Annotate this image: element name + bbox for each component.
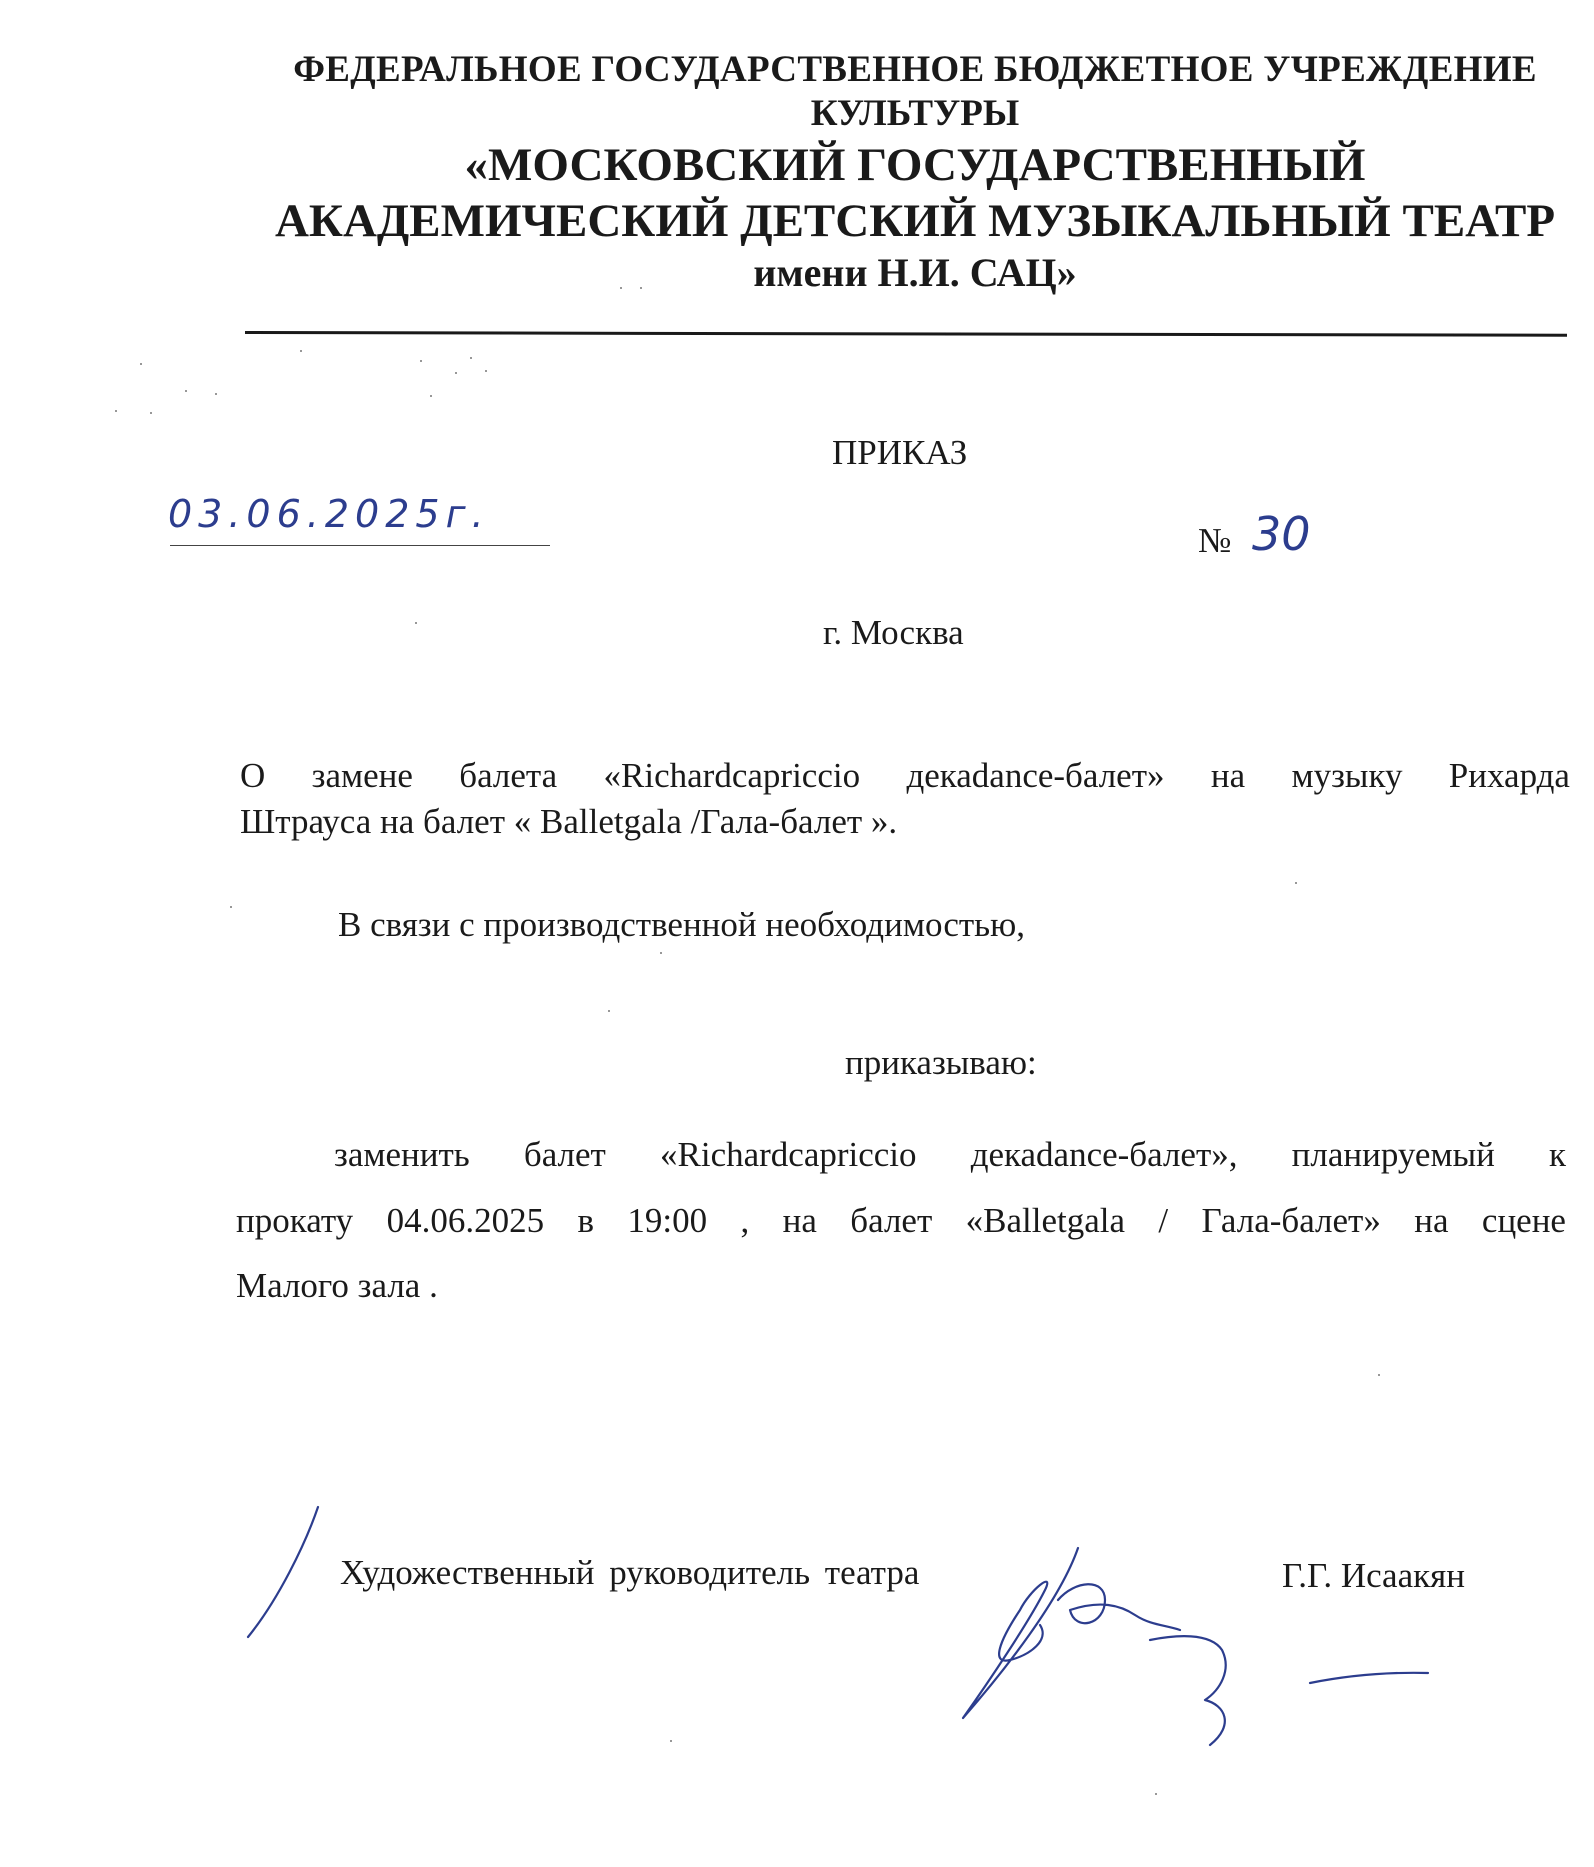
theatre-name-line3: имени Н.И. САЦ»: [753, 250, 1077, 295]
scan-speck: [670, 1740, 672, 1742]
scan-speck: [1295, 882, 1297, 884]
scan-speck: [1155, 1793, 1157, 1795]
scan-speck: [620, 287, 622, 289]
body-word: заменить: [334, 1135, 470, 1174]
scan-speck: [660, 952, 662, 954]
order-word: приказываю:: [845, 1043, 1037, 1082]
margin-tick-stroke: [248, 1507, 318, 1637]
body-word: 04.06.2025: [386, 1201, 545, 1240]
document-title: ПРИКАЗ: [832, 433, 968, 472]
scan-speck: [640, 287, 642, 289]
signature-stroke: [1058, 1584, 1180, 1630]
scan-speck: [1378, 1374, 1380, 1376]
body-word: декаdance-балет»,: [970, 1135, 1238, 1174]
handwritten-date: 03.06.2025г.: [168, 492, 490, 536]
body-word: «Richardcapriccio: [660, 1135, 917, 1174]
order-body-line2: [236, 1203, 1566, 1238]
body-word: планируемый: [1291, 1135, 1495, 1174]
body-word: на: [782, 1201, 817, 1240]
header-divider: [245, 331, 1567, 337]
city: г. Москва: [823, 613, 964, 652]
org-name-line2: КУЛЬТУРЫ: [810, 93, 1020, 134]
subject-word: декаdance-балет»: [906, 756, 1165, 795]
scan-speck: [430, 395, 432, 397]
signature-stroke: [963, 1548, 1078, 1718]
scan-speck: [115, 410, 117, 412]
subject-word: балета: [459, 756, 558, 795]
body-word: на: [1414, 1201, 1449, 1240]
body-word: «Balletgala: [965, 1201, 1126, 1240]
body-word: 19:00: [627, 1201, 708, 1240]
theatre-name-line2: АКАДЕМИЧЕСКИЙ ДЕТСКИЙ МУЗЫКАЛЬНЫЙ ТЕАТР: [274, 195, 1556, 247]
scan-speck: [215, 393, 217, 395]
body-word: балет: [850, 1201, 933, 1240]
body-word: /: [1158, 1201, 1169, 1240]
scan-speck: [300, 350, 302, 352]
scan-speck: [140, 363, 142, 365]
subject-line2: Штрауса на балет « Balletgala /Гала-балет ».: [240, 802, 898, 841]
subject-word: на: [1210, 756, 1246, 795]
subject-word: музыку: [1291, 756, 1403, 795]
scan-speck: [150, 412, 152, 414]
scan-speck: [455, 372, 457, 374]
order-body-line3: Малого зала .: [236, 1266, 438, 1305]
handwritten-number: 30: [1252, 507, 1311, 561]
scan-speck: [230, 906, 232, 908]
signature-stroke: [1150, 1636, 1226, 1745]
subject-paragraph: [240, 756, 1570, 841]
scan-speck: [420, 360, 422, 362]
subject-word: О: [240, 756, 266, 795]
subject-word: Рихарда: [1448, 756, 1570, 795]
scan-speck: [608, 1010, 610, 1012]
subject-word: замене: [311, 756, 413, 795]
subject-word: «Richardcapriccio: [603, 756, 861, 795]
scan-speck: [485, 370, 487, 372]
theatre-name-line1: «МОСКОВСКИЙ ГОСУДАРСТВЕННЫЙ: [464, 139, 1366, 191]
org-name-line1: ФЕДЕРАЛЬНОЕ ГОСУДАРСТВЕННОЕ БЮДЖЕТНОЕ УЧРЕЖДЕНИЕ: [293, 49, 1537, 90]
reason-text: В связи с производственной необходимостью,: [338, 905, 1026, 944]
name-underline-stroke: [1310, 1673, 1428, 1683]
scan-speck: [470, 357, 472, 359]
body-word: к: [1548, 1135, 1566, 1174]
scan-speck: [185, 390, 187, 392]
body-word: балет: [523, 1135, 606, 1174]
scan-speck: [415, 622, 417, 624]
body-word: в: [577, 1201, 594, 1240]
body-word: Гала-балет»: [1201, 1201, 1381, 1240]
order-body-line1: [334, 1137, 1566, 1172]
date-underline: [170, 545, 550, 546]
body-word: ,: [740, 1201, 750, 1240]
subject-line1: [240, 758, 1570, 793]
body-word: прокату: [236, 1201, 354, 1240]
signatory-position: Художественный руководитель театра: [340, 1553, 920, 1592]
number-label: №: [1198, 521, 1232, 560]
body-word: сцене: [1481, 1201, 1566, 1240]
signatory-name: Г.Г. Исаакян: [1282, 1556, 1465, 1595]
